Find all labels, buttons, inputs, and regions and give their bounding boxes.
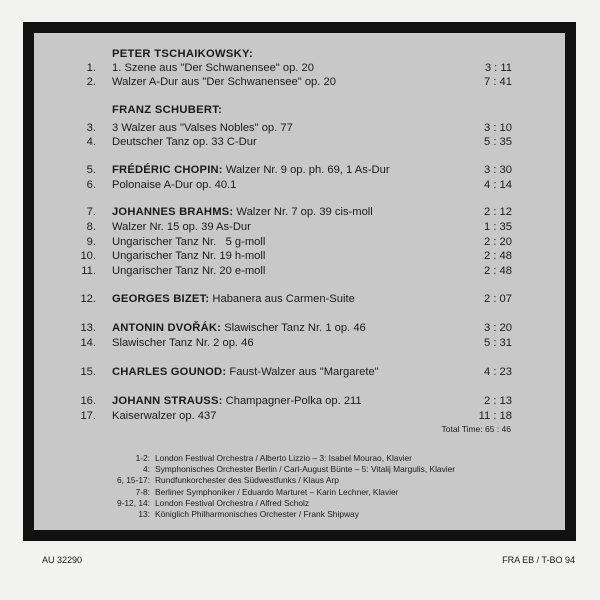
track-title: Walzer Nr. 15 op. 39 As-Dur	[112, 221, 251, 233]
composer-name: CHARLES GOUNOD:	[112, 366, 227, 378]
track-duration: 2 : 07	[484, 293, 512, 305]
release-code: FRA EB / T-BO 94	[502, 555, 575, 565]
track-number: 8.	[86, 221, 96, 233]
performer-credits	[0, 453, 600, 520]
track-duration: 2 : 48	[484, 250, 512, 262]
track-duration: 4 : 14	[484, 179, 512, 191]
track-title: Polonaise A-Dur op. 40.1	[112, 179, 237, 191]
track-number: 13.	[80, 322, 96, 334]
track-number: 5.	[86, 164, 96, 176]
track-number: 6.	[86, 179, 96, 191]
track-title-line	[112, 206, 373, 219]
track-duration: 11 : 18	[478, 410, 512, 422]
track-title: Slawischer Tanz Nr. 2 op. 46	[112, 337, 254, 349]
track-number: 12.	[80, 293, 96, 305]
credit-row	[0, 453, 600, 464]
track-title-line	[112, 322, 366, 335]
track-number: 10.	[80, 250, 96, 262]
track-duration: 5 : 31	[484, 337, 512, 349]
track-title-line	[112, 76, 336, 89]
track-title-line	[112, 62, 314, 75]
track-title: Deutscher Tanz op. 33 C-Dur	[112, 136, 257, 148]
track-title: Walzer A-Dur aus "Der Schwanensee" op. 20	[112, 76, 336, 88]
composer-name: JOHANNES BRAHMS:	[112, 206, 234, 218]
track-number: 1.	[86, 62, 96, 74]
credit-tracks: 1-2:	[135, 453, 150, 463]
track-title-line	[112, 236, 265, 249]
track-title: Champagner-Polka op. 211	[225, 395, 362, 407]
track-duration: 2 : 20	[484, 236, 512, 248]
track-title-line	[112, 164, 390, 177]
track-duration: 5 : 35	[484, 136, 512, 148]
track-title-line	[112, 293, 355, 306]
credit-tracks: 4:	[143, 464, 150, 475]
track-number: 14.	[80, 337, 96, 349]
credit-tracks: 7-8:	[135, 486, 150, 497]
track-duration: 3 : 20	[484, 322, 512, 334]
track-number: 15.	[80, 366, 96, 378]
track-number: 17.	[80, 410, 96, 422]
composer-name: FRÉDÉRIC CHOPIN:	[112, 164, 223, 176]
track-title-line	[112, 366, 379, 379]
track-duration: 3 : 30	[484, 164, 512, 176]
credit-row	[0, 498, 600, 509]
track-title-line	[112, 250, 265, 263]
credit-text: Königlich Philharmonisches Orchester / Frank Shipway	[155, 508, 359, 519]
credit-row	[0, 487, 600, 498]
credit-row	[0, 475, 600, 486]
track-title-line	[112, 265, 265, 278]
credit-row	[0, 464, 600, 475]
track-title-line	[112, 179, 236, 192]
track-title: 3 Walzer aus "Valses Nobles" op. 77	[112, 122, 293, 134]
track-title: Walzer Nr. 7 op. 39 cis-moll	[236, 206, 373, 218]
track-number: 7.	[86, 206, 96, 218]
track-title: 1. Szene aus "Der Schwanensee" op. 20	[112, 62, 314, 74]
track-title-line	[112, 337, 254, 350]
track-number: 16.	[80, 395, 96, 407]
catalog-number: AU 32290	[42, 555, 83, 565]
track-duration: 2 : 12	[484, 206, 512, 218]
track-title-line	[112, 221, 251, 234]
credit-text: Symphonisches Orchester Berlin / Carl-August Bünte – 5: Vitalij Margulis, Klavier	[155, 464, 456, 475]
credit-tracks: 13:	[138, 508, 150, 519]
track-title: Kaiserwalzer op. 437	[112, 410, 217, 422]
credit-row	[0, 509, 600, 520]
credit-text: London Festival Orchestra / Alfred Scholz	[155, 497, 310, 508]
track-title-line	[112, 122, 293, 135]
track-duration: 2 : 48	[484, 265, 512, 277]
composer-heading-tchaikovsky: PETER TSCHAIKOWSKY:	[112, 48, 253, 60]
credit-text: Berliner Symphoniker / Eduardo Marturet – Karin Lechner, Klavier	[155, 486, 399, 497]
track-title: Ungarischer Tanz Nr. 5 g-moll	[112, 236, 266, 248]
track-number: 2.	[86, 76, 96, 88]
track-duration: 3 : 10	[484, 122, 512, 134]
credit-tracks: 6, 15-17:	[116, 475, 150, 486]
track-duration: 7 : 41	[484, 76, 512, 88]
credit-tracks: 9-12, 14:	[116, 497, 150, 508]
composer-name: JOHANN STRAUSS:	[112, 395, 223, 407]
credit-text: Rundfunkorchester des Südwestfunks / Klaus Arp	[155, 475, 339, 486]
track-duration: 2 : 13	[484, 395, 512, 407]
track-title: Ungarischer Tanz Nr. 19 h-moll	[112, 250, 266, 262]
track-title: Habanera aus Carmen-Suite	[212, 293, 355, 305]
track-number: 4.	[86, 136, 96, 148]
credit-text: London Festival Orchestra / Alberto Lizzio – 3: Isabel Mourao, Klavier	[155, 453, 412, 463]
track-title: Faust-Walzer aus "Margarete"	[229, 366, 379, 378]
track-title-line	[112, 410, 216, 423]
track-title: Ungarischer Tanz Nr. 20 e-moll	[112, 265, 266, 277]
track-title: Walzer Nr. 9 op. ph. 69, 1 As-Dur	[225, 164, 390, 176]
composer-name: GEORGES BIZET:	[112, 293, 210, 305]
track-title: Slawischer Tanz Nr. 1 op. 46	[224, 322, 366, 334]
composer-heading-schubert: FRANZ SCHUBERT:	[112, 104, 223, 116]
track-title-line	[112, 136, 257, 149]
track-number: 11.	[81, 265, 96, 277]
track-duration: 1 : 35	[484, 221, 512, 233]
track-duration: 4 : 23	[484, 366, 512, 378]
total-time: Total Time: 65 : 46	[441, 424, 511, 434]
track-number: 3.	[86, 122, 96, 134]
composer-name: ANTONIN DVOŘÁK:	[112, 322, 222, 334]
track-number: 9.	[86, 236, 96, 248]
track-title-line	[112, 395, 362, 408]
track-duration: 3 : 11	[484, 62, 512, 74]
